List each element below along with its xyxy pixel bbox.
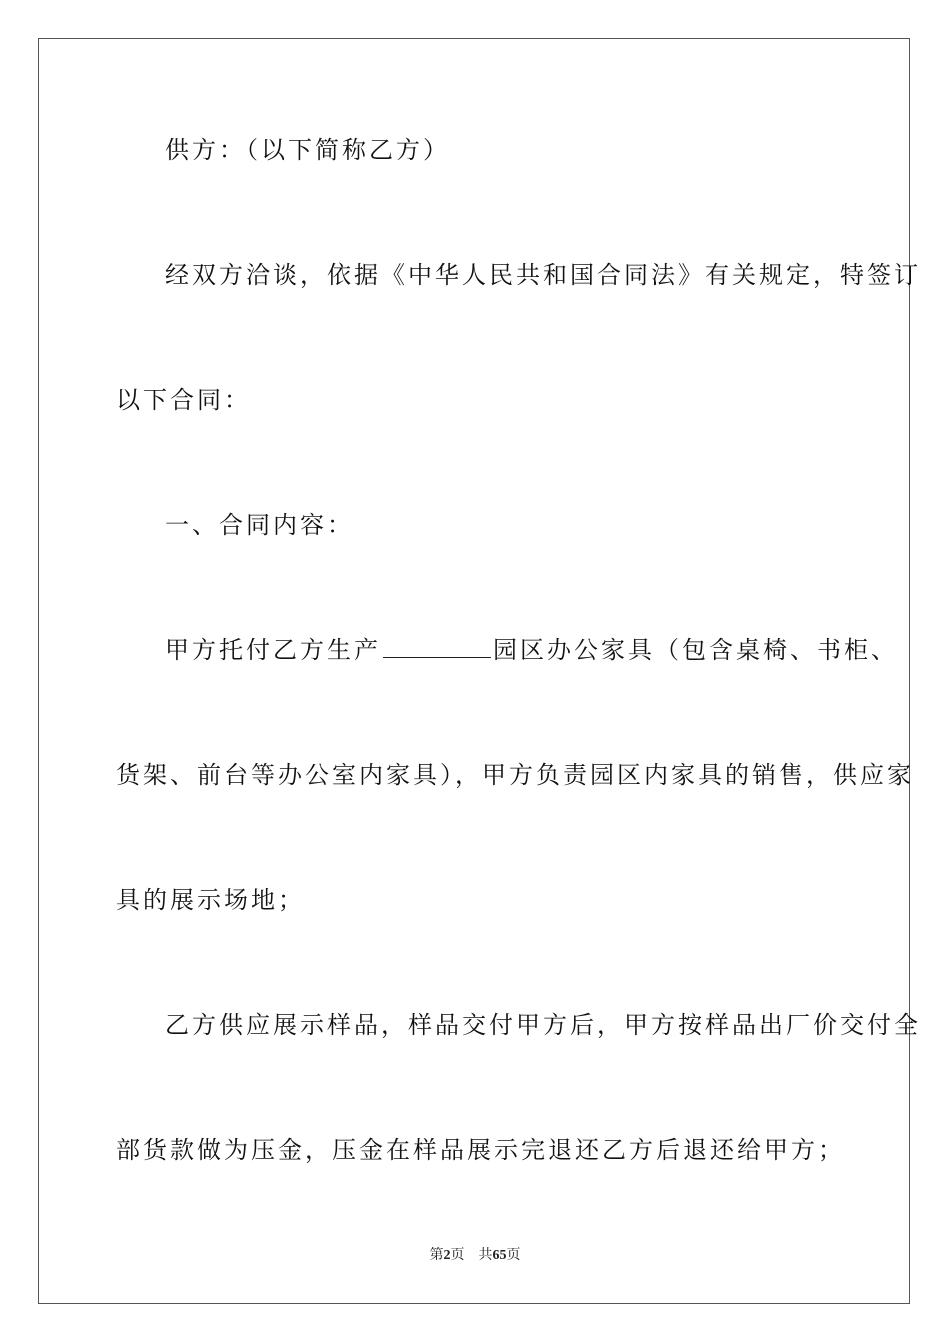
paragraph-samples-line-2: 部货款做为压金，压金在样品展示完退还乙方后退还给甲方； [116, 1136, 845, 1164]
paragraph-samples-line-1: 乙方供应展示样品，样品交付甲方后，甲方按样品出厂价交付全 [165, 1011, 921, 1039]
paragraph-intro-line-1: 经双方洽谈，依据《中华人民共和国合同法》有关规定，特签订 [165, 261, 921, 289]
fill-in-blank [383, 635, 491, 658]
paragraph-intro-line-2: 以下合同： [116, 386, 251, 414]
total-suffix: 页 [506, 1248, 521, 1263]
page-footer [0, 1247, 950, 1265]
paragraph-entrust-line-3: 具的展示场地； [116, 886, 305, 914]
total-pages: 65 [492, 1248, 507, 1263]
entrust-text-before-blank: 甲方托付乙方生产 [165, 636, 381, 664]
entrust-text-after-blank: 园区办公家具（包含桌椅、书柜、 [493, 636, 898, 664]
paragraph-supplier: 供方：（以下简称乙方） [165, 136, 450, 164]
paragraph-entrust-line-2: 货架、前台等办公室内家具），甲方负责园区内家具的销售，供应家 [116, 761, 914, 789]
total-prefix: 共 [478, 1248, 493, 1263]
page-prefix: 第 [429, 1248, 444, 1263]
page-suffix: 页 [450, 1248, 465, 1263]
page-number: 2 [443, 1248, 451, 1263]
section-heading-contract-content: 一、合同内容： [165, 511, 354, 539]
page-frame [38, 38, 910, 1304]
paragraph-entrust-line-1 [165, 635, 898, 665]
